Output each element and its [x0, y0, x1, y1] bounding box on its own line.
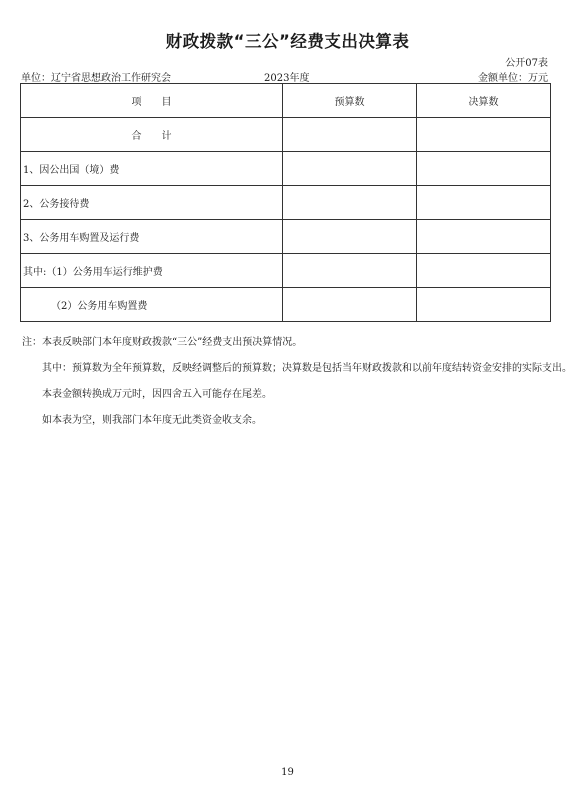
table-row	[21, 288, 551, 322]
row-budget-cell	[283, 152, 417, 186]
report-year: 2023年度	[264, 73, 310, 84]
note-line: 本表金额转换成万元时，因四舍五入可能存在尾差。	[42, 389, 272, 400]
row-budget-cell	[283, 186, 417, 220]
row-label: 2、公务接待费	[21, 186, 283, 220]
header-item: 项 目	[21, 84, 283, 118]
form-number: 公开07表	[505, 58, 548, 69]
row-budget-cell	[283, 288, 417, 322]
report-meta	[21, 69, 550, 83]
row-final-cell	[417, 118, 551, 152]
row-final-cell	[417, 152, 551, 186]
table-row	[21, 220, 551, 254]
header-budget: 预算数	[283, 84, 417, 118]
money-unit: 金额单位：万元	[478, 73, 548, 84]
row-budget-cell	[283, 220, 417, 254]
row-budget-cell	[283, 118, 417, 152]
row-label: 合 计	[21, 118, 283, 152]
row-budget-cell	[283, 254, 417, 288]
row-final-cell	[417, 186, 551, 220]
table-row	[21, 254, 551, 288]
row-label: 1、因公出国（境）费	[21, 152, 283, 186]
row-label: 3、公务用车购置及运行费	[21, 220, 283, 254]
table-row	[21, 186, 551, 220]
row-label: 其中:（1）公务用车运行维护费	[21, 254, 283, 288]
header-final: 决算数	[417, 84, 551, 118]
row-label: （2）公务用车购置费	[21, 288, 283, 322]
note-line: 其中：预算数为全年预算数，反映经调整后的预算数；决算数是包括当年财政拨款和以前年度结转资金安排的实际支出。	[42, 363, 572, 374]
three-public-expenses-table	[20, 83, 551, 322]
table-row	[21, 152, 551, 186]
row-final-cell	[417, 220, 551, 254]
reporting-unit: 单位：辽宁省思想政治工作研究会	[21, 73, 171, 84]
table-header-row	[21, 84, 551, 118]
table-row-total	[21, 118, 551, 152]
page-title: 财政拨款“三公”经费支出决算表	[165, 32, 410, 51]
note-line: 注：本表反映部门本年度财政拨款“三公”经费支出预决算情况。	[22, 337, 303, 348]
note-line: 如本表为空，则我部门本年度无此类资金收支余。	[42, 415, 262, 426]
row-final-cell	[417, 254, 551, 288]
row-final-cell	[417, 288, 551, 322]
page-number: 19	[281, 767, 294, 778]
